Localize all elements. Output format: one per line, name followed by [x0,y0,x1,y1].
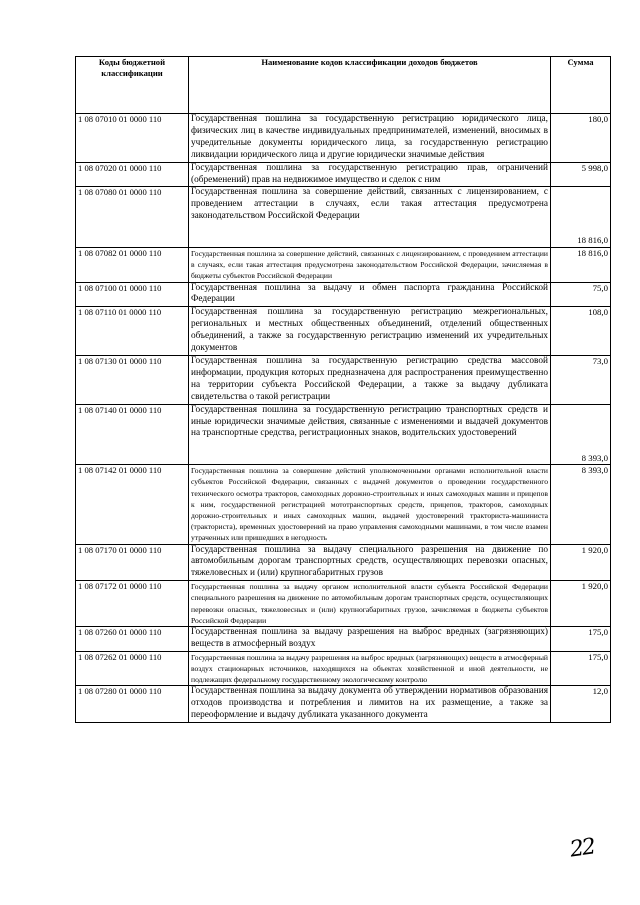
header-name: Наименование кодов классификации доходов бюджетов [189,57,551,114]
code-description: Государственная пошлина за совершение действий уполномоченными органами исполнительной власти субъектов Российской Федерации, связанных с выдачей документов о проведении государственного технического осмотра тракторов, самоходных дорожно-строительных и иных самоходных машин и прицепов к ним, государственной регистрацией мототранспортных средств, прицепов, тракторов, самоходных дорожно-строительных и иных самоходных машин, выдачей удостоверений тракториста-машиниста (тракториста), временных удостоверений на право управления самоходными машинами, в том числе взамен утраченных или пришедших в негодность [189,465,551,544]
amount: 1 920,0 [551,581,611,627]
table-row [76,465,611,544]
budget-code: 1 08 07280 01 0000 110 [76,686,189,723]
budget-codes-table [75,56,611,723]
budget-code: 1 08 07080 01 0000 110 [76,187,189,248]
code-description: Государственная пошлина за государственную регистрацию средства массовой информации, продукция которых предназначена для распространения преимущественно на территории субъекта Российской Федерации, а также за выдачу дубликата свидетельства о такой регистрации [189,355,551,404]
table-row [76,544,611,581]
budget-code: 1 08 07170 01 0000 110 [76,544,189,581]
amount: 175,0 [551,651,611,686]
amount: 18 816,0 [551,187,611,248]
table-row [76,627,611,652]
table-row [76,187,611,248]
code-description: Государственная пошлина за совершение действий, связанных с лицензированием, с проведением аттестации в случаях, если такая аттестация предусмотрена законодательством Российской Федерации [189,187,551,248]
code-description: Государственная пошлина за выдачу разрешения на выброс вредных (загрязняющих) веществ в атмосферный воздух [189,627,551,652]
table-row [76,404,611,465]
budget-code: 1 08 07140 01 0000 110 [76,404,189,465]
table-row [76,162,611,187]
header-sum: Сумма [551,57,611,114]
table-row [76,114,611,163]
amount: 18 816,0 [551,247,611,282]
budget-code: 1 08 07130 01 0000 110 [76,355,189,404]
amount: 8 393,0 [551,465,611,544]
table-row [76,307,611,356]
page-number: 22 [568,834,596,863]
amount: 8 393,0 [551,404,611,465]
code-description: Государственная пошлина за выдачу органом исполнительной власти субъекта Российской Федерации специального разрешения на движение по автомобильным дорогам транспортных средств, осуществляющих перевозки опасных, тяжеловесных и (или) крупногабаритных грузов, зачисляемая в бюджеты субъектов Российской Федерации [189,581,551,627]
budget-code: 1 08 07260 01 0000 110 [76,627,189,652]
budget-code: 1 08 07172 01 0000 110 [76,581,189,627]
amount: 175,0 [551,627,611,652]
code-description: Государственная пошлина за государственную регистрацию транспортных средств и иные юридически значимые действия, связанные с изменениями и выдачей документов на транспортные средства, регистрационных знаков, водительских удостоверений [189,404,551,465]
code-description: Государственная пошлина за государственную регистрацию прав, ограничений (обременений) прав на недвижимое имущество и сделок с ним [189,162,551,187]
table-row [76,651,611,686]
code-description: Государственная пошлина за выдачу документа об утверждении нормативов образования отходов производства и потребления и лимитов на их размещение, а также за переоформление и выдачу дубликата указанного документа [189,686,551,723]
budget-code: 1 08 07010 01 0000 110 [76,114,189,163]
budget-code: 1 08 07082 01 0000 110 [76,247,189,282]
amount: 12,0 [551,686,611,723]
budget-code: 1 08 07110 01 0000 110 [76,307,189,356]
code-description: Государственная пошлина за государственную регистрацию межрегиональных, региональных и местных общественных объединений, отделений общественных объединений, а также за государственную регистрацию изменений их учредительных документов [189,307,551,356]
budget-code: 1 08 07100 01 0000 110 [76,282,189,307]
table-row [76,581,611,627]
budget-code: 1 08 07262 01 0000 110 [76,651,189,686]
amount: 73,0 [551,355,611,404]
table-header-row [76,57,611,114]
table-row [76,686,611,723]
amount: 5 998,0 [551,162,611,187]
code-description: Государственная пошлина за государственную регистрацию юридического лица, физических лиц в качестве индивидуальных предпринимателей, изменений, вносимых в учредительные документы юридического лица, за государственную регистрацию ликвидации юридического лица и другие юридически значимые действия [189,114,551,163]
amount: 108,0 [551,307,611,356]
code-description: Государственная пошлина за совершение действий, связанных с лицензированием, с проведением аттестации в случаях, если такая аттестация предусмотрена законодательством Российской Федерации, зачисляемая в бюджеты субъектов Российской Федерации [189,247,551,282]
table-row [76,355,611,404]
amount: 75,0 [551,282,611,307]
budget-code: 1 08 07142 01 0000 110 [76,465,189,544]
table-row [76,282,611,307]
header-codes: Коды бюджетной классификации [76,57,189,114]
table-row [76,247,611,282]
budget-code: 1 08 07020 01 0000 110 [76,162,189,187]
code-description: Государственная пошлина за выдачу и обмен паспорта гражданина Российской Федерации [189,282,551,307]
code-description: Государственная пошлина за выдачу разрешения на выброс вредных (загрязняющих) веществ в атмосферный воздух стационарных источников, находящихся на объектах хозяйственной и иной деятельности, не подлежащих федеральному государственному экологическому контролю [189,651,551,686]
amount: 180,0 [551,114,611,163]
amount: 1 920,0 [551,544,611,581]
code-description: Государственная пошлина за выдачу специального разрешения на движение по автомобильным дорогам транспортных средств, осуществляющих перевозки опасных, тяжеловесных и (или) крупногабаритных грузов [189,544,551,581]
